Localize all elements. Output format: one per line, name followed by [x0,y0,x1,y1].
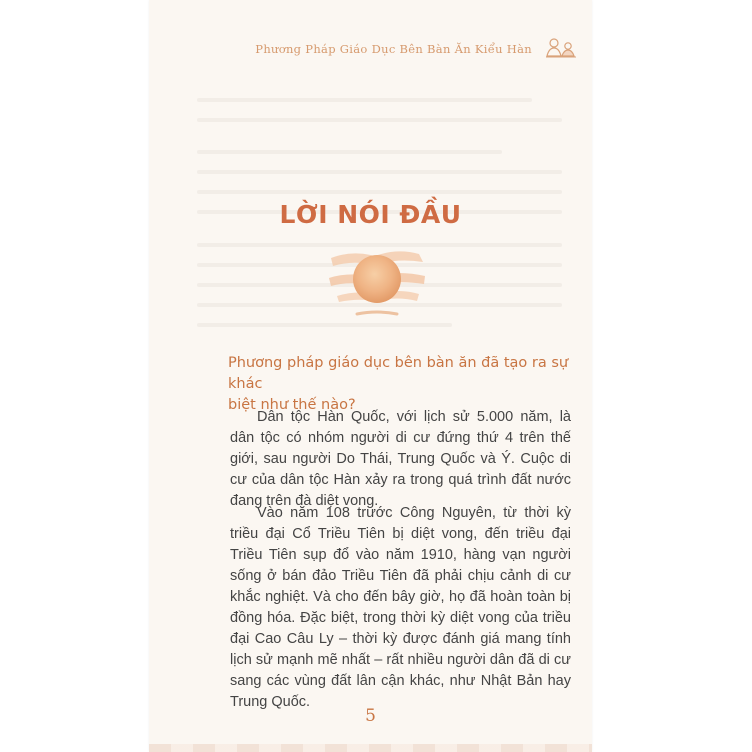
show-through-line [197,323,452,327]
show-through-line [197,150,502,154]
running-header [149,40,592,60]
watercolor-sun-icon [327,238,427,320]
bottom-edge-strip [149,744,592,752]
show-through-line [197,170,562,174]
book-page [149,0,592,752]
body-paragraph: Vào năm 108 trước Công Nguyên, từ thời kỳ triều đại Cổ Triều Tiên bị diệt vong, đến triều đại Triều Tiên sụp đổ vào năm 1910, hàng vạn người sống ở bán đảo Triều Tiên đã phải chịu cảnh di cư khắc nghiệt. Và cho đến bây giờ, họ đã hoàn toàn bị đồng hóa. Đặc biệt, trong thời kỳ diệt vong của triều đại Cao Câu Ly – thời kỳ được đánh giá mang tính lịch sử mạnh mẽ nhất – rất nhiều người dân đã di cư sang các vùng đất lân cận khác, như Nhật Bản hay Trung Quốc. [230,505,571,710]
subheading-line: biệt như thế nào? [228,397,356,413]
chapter-title: LỜI NÓI ĐẦU [279,200,462,229]
body-paragraph: Dân tộc Hàn Quốc, với lịch sử 5.000 năm, là dân tộc có nhóm người di cư đứng thứ 4 trên thế giới, sau người Do Thái, Trung Quốc và Ý. Cuộc di cư của dân tộc Hàn xảy ra trong quá trình đất nước đang trên đà diệt vong. [230,409,571,509]
show-through-line [197,190,562,194]
page-number: 5 [365,706,376,726]
mother-child-icon [544,36,578,58]
show-through-line [197,98,532,102]
show-through-line [197,118,562,122]
subheading-line: Phương pháp giáo dục bên bàn ăn đã tạo ra sự khác [228,355,569,392]
running-title: Phương Pháp Giáo Dục Bên Bàn Ăn Kiểu Hàn [255,42,532,56]
